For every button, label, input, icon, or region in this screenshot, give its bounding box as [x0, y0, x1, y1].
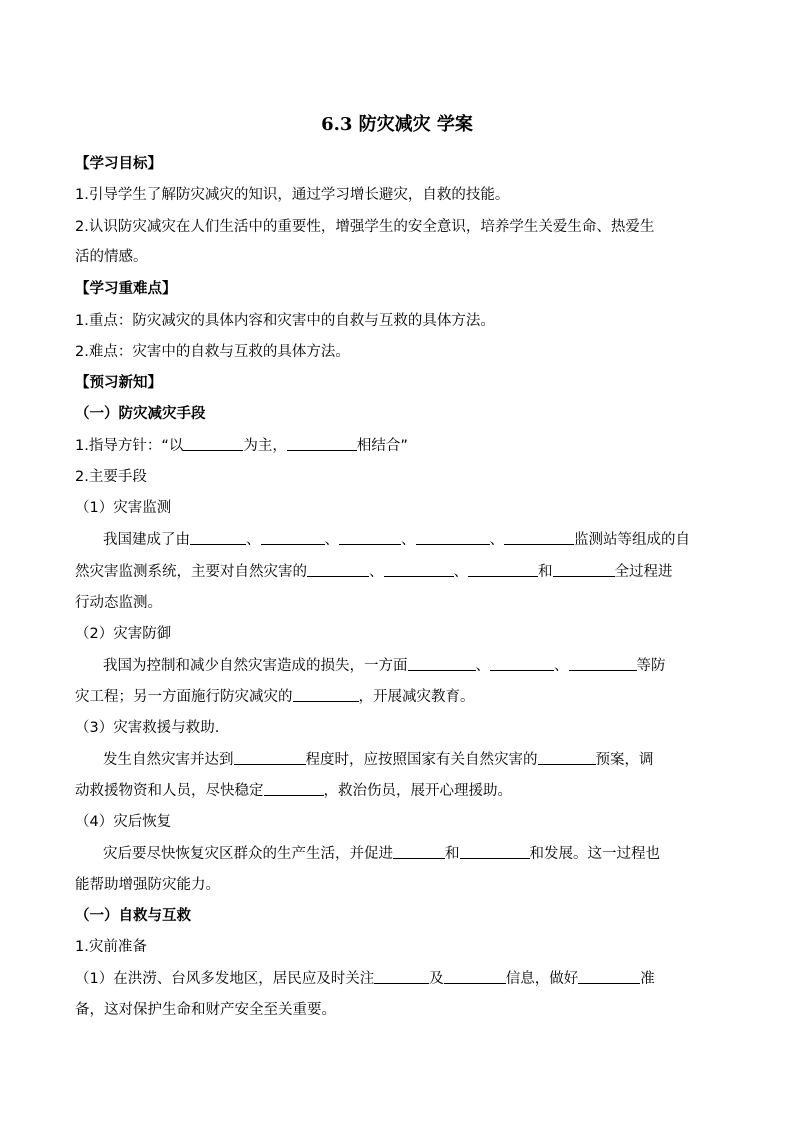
- q1-line1: [75, 968, 725, 990]
- q1-heading: 1.灾前准备: [75, 939, 147, 955]
- fill-blank: [261, 530, 325, 545]
- text: 等防: [636, 658, 666, 674]
- s4-line2: 能帮助增强防灾能力。: [75, 877, 220, 893]
- text: 全过程进: [614, 564, 673, 580]
- text: 、: [401, 532, 416, 548]
- text: 和: [445, 846, 460, 862]
- s1-line3: 行动态监测。: [75, 595, 162, 611]
- fill-blank: [490, 656, 554, 671]
- fill-blank: [578, 969, 640, 984]
- fill-blank: [190, 530, 246, 545]
- s1-line2: [75, 561, 725, 583]
- text: ，救治伤员，展开心理援助。: [323, 783, 512, 799]
- text: 、: [475, 658, 490, 674]
- text: 及: [429, 971, 444, 987]
- fill-blank: [504, 530, 574, 545]
- text: 预案，调: [595, 752, 654, 768]
- fill-blank: [468, 562, 538, 577]
- fill-blank: [460, 844, 530, 859]
- s3-heading: （3）灾害救援与救助.: [75, 720, 220, 736]
- s2-heading: （2）灾害防御: [75, 626, 172, 642]
- fill-blank: [416, 530, 490, 545]
- main-means: 2.主要手段: [75, 469, 147, 485]
- s1-heading: （1）灾害监测: [75, 500, 172, 516]
- text: （1）在洪涝、台风多发地区，居民应及时关注: [75, 971, 375, 987]
- text: 发生自然灾害并达到: [103, 752, 234, 768]
- fill-blank: [293, 687, 359, 702]
- text: 动救援物资和人员，尽快稳定: [75, 783, 264, 799]
- text: 、: [489, 532, 504, 548]
- text: 和发展。这一过程也: [529, 846, 660, 862]
- text: 程度时，应按照国家有关自然灾害的: [305, 752, 538, 768]
- s2-line1: [103, 655, 723, 677]
- key-2: 2.难点：灾害中的自救与互救的具体方法。: [75, 344, 350, 360]
- fill-blank: [264, 781, 324, 796]
- s2-line2: [75, 686, 725, 708]
- fill-blank: [393, 844, 445, 859]
- guideline-line: [75, 435, 725, 457]
- goal-1: 1.引导学生了解防灾减灾的知识，通过学习增长避灾，自救的技能。: [75, 187, 510, 203]
- s4-heading: （4）灾后恢复: [75, 814, 172, 830]
- text: 我国为控制和减少自然灾害造成的损失，一方面: [103, 658, 408, 674]
- key-1: 1.重点：防灾减灾的具体内容和灾害中的自救与互救的具体方法。: [75, 313, 495, 329]
- goals-heading: 【学习目标】: [75, 156, 162, 172]
- goal-2-line2: 活的情感。: [75, 249, 148, 265]
- fill-blank: [569, 656, 637, 671]
- text: ，开展减灾教育。: [358, 689, 475, 705]
- fill-blank: [339, 530, 401, 545]
- s3-line1: [103, 749, 723, 771]
- text: 灾工程；另一方面施行防灾减灾的: [75, 689, 293, 705]
- fill-blank: [538, 750, 596, 765]
- part2-heading: （一）自救与互救: [75, 908, 191, 924]
- text: 准: [640, 971, 655, 987]
- text: 、: [554, 658, 569, 674]
- s1-line1: [103, 529, 723, 551]
- fill-blank: [553, 562, 615, 577]
- text: 相结合”: [356, 438, 408, 454]
- text: 和: [538, 564, 553, 580]
- text: 信息，做好: [505, 971, 579, 987]
- preview-heading: 【预习新知】: [75, 375, 162, 391]
- fill-blank: [307, 562, 369, 577]
- fill-blank: [234, 750, 306, 765]
- fill-blank: [384, 562, 454, 577]
- text: 、: [453, 564, 468, 580]
- fill-blank: [183, 436, 243, 451]
- text: 、: [246, 532, 261, 548]
- text: 灾后要尽快恢复灾区群众的生产生活，并促进: [103, 846, 393, 862]
- q1-line2: 备，这对保护生命和财产安全至关重要。: [75, 1002, 336, 1018]
- text: 、: [369, 564, 384, 580]
- key-heading: 【学习重难点】: [75, 281, 177, 297]
- text: 、: [324, 532, 339, 548]
- fill-blank: [444, 969, 506, 984]
- fill-blank: [287, 436, 357, 451]
- fill-blank: [408, 656, 476, 671]
- text: 然灾害监测系统，主要对自然灾害的: [75, 564, 307, 580]
- text: 为主，: [243, 438, 287, 454]
- goal-2-line1: 2.认识防灾减灾在人们生活中的重要性，增强学生的安全意识，培养学生关爱生命、热爱生: [75, 219, 655, 235]
- text: 监测站等组成的自: [574, 532, 690, 548]
- s4-line1: [103, 843, 723, 865]
- text: 我国建成了由: [103, 532, 190, 548]
- page-title: 6.3 防灾减灾 学案: [321, 114, 473, 135]
- text: 1.指导方针：“以: [75, 438, 184, 454]
- part1-heading: （一）防灾减灾手段: [75, 406, 206, 422]
- fill-blank: [374, 969, 429, 984]
- s3-line2: [75, 780, 725, 802]
